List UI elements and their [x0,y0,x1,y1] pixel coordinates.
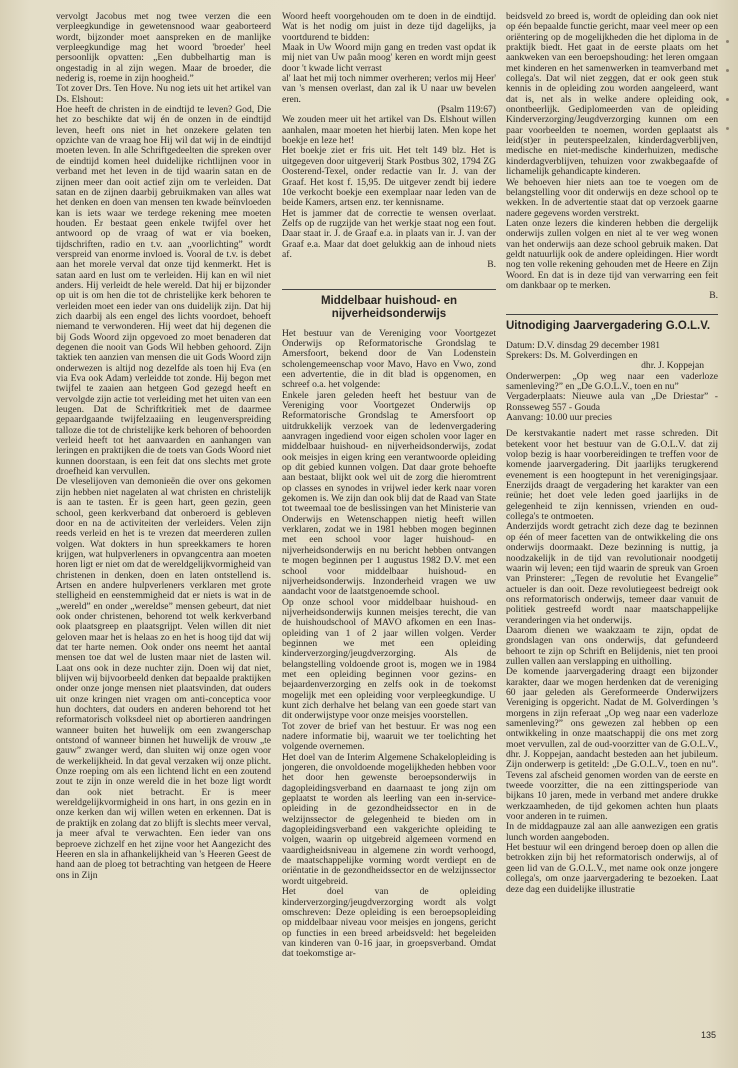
meeting-topics: Onderwerpen: „Op weg naar een vaderloze samenleving?” en „De G.O.L.V., toen en nu” [506,370,718,392]
margin-marks [726,40,732,160]
column-1 [56,12,271,1052]
page-number: 135 [700,1030,716,1040]
meeting-speakers: Sprekers: Ds. M. Golverdingen en [506,349,638,361]
signature-1: B. [487,259,496,271]
article-heading-golv: Uitnodiging Jaarvergadering G.O.L.V. [506,319,711,332]
column-1-text: vervolgt Jacobus met nog twee verzen die een verpleegkundige in gewetensnood waar geaborteerd wordt, bijzonder moet aanspreken en de manlijke verpleegkundige mag het woord 'broeder' heel persoonlijk opvatten: „Een dubbelhartig man is ongestadig in al zijn wegen. Maar de broeder, die nederig is, roeme in zijn hoogheid.” Tot zover Drs. Ten Hove. Nu nog iets uit het artikel van Ds. Elshout: Hoe heeft de christen in de eindtijd te leven? God, Die het zo beschikte dat wij én de onzen in de eindtijd leven, heeft ons niet in het onzekere gelaten ten opzichte van de vraag hoe Hij wil dat wij in de eindtijd moeten leven. In alle Schriftgedeelten die spreken over de eindtijd komen heel duidelijke richtlijnen voor in verband met het leven in de tijd waarin satan en de zijnen meer dan ooit actief zijn om te verleiden. Dat satan en de zijnen daarbij gebruikmaken van alles wat het denken en doen van mensen ten kwade beïnvloeden kan is iets waar we terdege rekening mee moeten houden. Er bestaat geen enkele twijfel over het antwoord op de vraag of wat er via boeken, tijdschriften, radio en t.v. aan „voorlichting” wordt verspreid van enorme invloed is. Vooral de t.v. is debet aan het morele verval dat onze tijd kenmerkt. Het is satan aard en lust om te verleiden. Hij kan en wil niet anders. Hij verleidt de hele wereld. Dat hij er bijzonder op uit is om hen die tot de christelijke kerk behoren te verleiden moet een ieder van ons duidelijk zijn. Dat hij zich daarbij als een engel des lichts voordoet, behoeft niemand te verwonderen. Hij weet dat hij degenen die bij Gods Woord zijn opgevoed zo moet benaderen dat degenen die nooit van Gods Wil hebben gehoord. Zijn taktiek ten aanzien van mensen die uit Gods Woord zijn onderwezen is altijd nog dezelfde als toen hij Eva (en via Eva ook Adam) verleidde tot zonde. Hij begon met twijfel te zaaien aan hetgeen God gezegd heeft en vervolgde zijn actie tot verleiding met het uiten van een leugen. Dat de Schriftkritiek met de daarmee gepaardgaande twijfelzaaiing en leugenverspreiding talloze die tot de christelijke kerk behoren of behoorden verleid heeft tot het aanvaarden en aanhangen van leringen en praktijken die de toets van Gods Woord niet kunnen doorstaan, is een feit dat ons slechts met grote droefheid kan vervullen. De vleselijoven van demonieën die over ons gekomen zijn hebben niet nagelaten al wat christen en christelijk is aan te tasten. Er is geen hart, geen gezin, geen school, geen kerkverband dat onberoerd is gebleven door en na de activiteiten der verleiders. Velen zijn reeds verleid en het is te vrezen dat meerderen zullen volgen. Wat dokters in hun spreekkamers te horen krijgen, wat hulpverleners in opvangcentra aan moeten horen ligt er niet om dat de wereldgelijkvormigheid van christenen in denken, doen en laten ontstellend is. Artsen en andere hulpverleners verklaren met grote stelligheid en eenstemmigheid dat er niets is wat in de „wereld” en onder „wereldse” mensen gebeurt, dat niet ook onder christenen, behorend tot welk kerkverband ook plaatsgreep en plaatsgrijpt. Velen willen dit niet geloven maar het is helaas zo en het is hoog tijd dat wij dat ter harte nemen. Ook onder ons neemt het aantal mensen toe dat wel de lusten maar niet de lasten wil. Laat ons ook in deze nuchter zijn. Doen wij dat niet, blijven wij bijvoorbeeld denken dat bepaalde praktijken onder onze jonge mensen niet plaatsvinden, dat ouders uit onze kringen niet vragen om anti-conceptica voor hun dochters, dat ouders en anderen behorend tot het reformatorisch volksdeel niet op abortieren aandringen wanneer buiten het huwelijk om een zwangerschap ontstond of wanneer binnen het huwelijk de vrouw „te gauw” zwanger werd, dan sluiten wij onze ogen voor de werkelijkheid. In dat geval verzaken wij onze plicht. Onze roeping om als een lichtend licht en een zoutend zout te zijn in onze wereld die in het boze ligt wordt dan ook niet betracht. Er is meer wereldgelijkvormigheid in ons hart, in ons gezin en in onze kerken dan wij willen weten en erkennen. Dat is de praktijk en zolang dat zo blijft is slechts meer verval, ja meer afval te verwachten. Een ieder van ons beproeve zichzelf en het zijne voor het Aangezicht des Heeren en sla in afhankelijkheid van 's Heeren Geest de hand aan de ploeg tot betrachting van hetgeen de Heere ons in Zijn [56,12,271,881]
meeting-info [506,341,718,424]
signature-2: B. [709,290,718,302]
column-2-text-top: Woord heeft voorgehouden om te doen in de eindtijd. Wat is het nodig om juist in deze tijd dagelijks, ja voortdurend te bidden: Maak in Uw Woord mijn gang en treden vast opdat ik mij niet van Uw paân moog' keren en wordt mijn geest door 't kwade licht verrast al' laat het mij toch nimmer overheren; verlos mij Heer' van 's mensen overlast, dan zal ik U naar uw bevelen eren. [282,12,496,105]
column-3-text-top: beidsveld zo breed is, wordt de opleiding dan ook niet op één bepaalde functie gericht, maar veel meer op een oriëntering op de mogelijkheden die het diploma in de praktijk biedt. Het gaat in de eerste plaats om het aankweken van een beroepshouding: het leren omgaan met kinderen en het samenwerken in teamverband met collega's. Dat wil niet zeggen, dat er ook geen stuk kennis in de opleiding zou worden aangeleerd, want dat is, net als in welke andere opleiding ook, onontbeerlijk. Gediplomeerden van de opleiding Kinderverzorging/Jeugdverzorging kunnen om een paar voorbeelden te noemen, worden geplaatst als leid(st)er in peuterspeelzalen, kinderdagverblijven, medische en niet-medische kinderhuizen, medische kinderdagverblijven, tehuizen voor zwakbegaafde of lichamelijk gehandicapte kinderen. We behoeven hier niets aan toe te voegen om de belangstelling voor dit onderwijs en deze school op te wekken. In de advertentie staat dat op verzoek gaarne nadere gegevens worden verstrekt. Laten onze lezers die kinderen hebben die dergelijk onderwijs zullen volgen en niet al te ver weg wonen van het onderwijs aan deze school gebruik maken. Dat geldt natuurlijk ook de andere opleidingen. Hier wordt nog ten volle rekening gehouden met de Heere en Zijn Woord. En dat is in deze tijd van verwarring een feit om dankbaar op te merken. [506,12,718,291]
meeting-date: Datum: D.V. dinsdag 29 december 1981 [506,339,661,351]
column-2-text-bottom: Het bestuur van de Vereniging voor Voortgezet Onderwijs op Reformatorische Grondslag te Amersfoort, bekend door de Van Lodenstein scholengemeenschap voor Mavo, Havo en Vwo, zond een advertentie, die in dit blad is opgenomen, en schreef o.a. het volgende: Enkele jaren geleden heeft het bestuur van de Vereniging voor Voortgezet Onderwijs op Reformatorische Grondslag te Amersfoort op uitdrukkelijk verzoek van de ledenvergadering aanvragen ingediend voor eigen scholen voor lager en middelbaar huishoud- en nijverheidsonderwijs, zodat ook meisjes in eigen kring een verantwoorde opleiding op dit gebied kunnen volgen. Dat daar grote behoefte aan bestaat, blijkt ook wel uit de zorg die hieromtrent op classes en synodes in vrijwel ieder kerk naar voren gekomen is. We zijn dan ook blij dat de Raad van State tot tweemaal toe de beslissingen van het Ministerie van Onderwijs en Wetenschappen nietig heeft willen verklaren, zodat we in 1981 hebben mogen beginnen met een school voor lager huishoud- en nijverheidsonderwijs en nu bericht hebben ontvangen te mogen beginnen per 1 augustus 1982 D.V. met een school voor middelbaar huishoud- en nijverheidsonderwijs. Inzonderheid vragen we uw aandacht voor de laatstgenoemde school. Op onze school voor middelbaar huishoud- en nijverheidsonderwijs kunnen meisjes terecht, die van de huishoudschool of MAVO afkomen en een Inas-opleiding van 1 of 2 jaar willen volgen. Verder beginnen we met een opleiding kinderverzorging/jeugdverzorging. Als de belangstelling voldoende groot is, mogen we in 1984 met een opleiding beginnen voor gezins- en bejaardenverzorging en zelfs ook in de toekomst mogelijk met een opleiding voor verpleegkundige. U kunt zich derhalve het belang van een goede start van dit onderwijstype voor onze meisjes voorstellen. Tot zover de brief van het bestuur. Er was nog een nadere informatie bij, waaruit we ter toelichting het volgende overnemen. Het doel van de Interim Algemene Schakelopleiding is jongeren, die onvoldoende mogelijkheden hebben voor het door hen gewenste beroepsonderwijs in dagopleidingsverband en daarnaast te jong zijn om geplaatst te worden als leerling van een in-service-opleiding in de gezondheidssector en in de welzijnssector de gelegenheid te bieden om in dagopleidingsverband een vakgerichte opleiding te volgen, waarin op uitgebreid algemeen vormend en vaardigheidsniveau in algemene zin wordt verhoogd, de maatschappelijke vorming wordt verdiept en de oriëntatie in de gezondheidssector en de welzijnssector wordt uitgebreid. Het doel van de opleiding kinderverzorging/jeugdverzorging wordt als volgt omschreven: Deze opleiding is een beroepsopleiding op middelbaar niveau voor meisjes en jongens, gericht op functies in een breed arbeidsveld: het begeleiden van kinderen van 0-16 jaar, in groepsverband. Omdat dat toekomstige ar- [282,327,496,960]
column-3-text-bottom: De kerstvakantie nadert met rasse schreden. Dit betekent voor het bestuur van de G.O.L.V. dat zij volop bezig is haar voorbereidingen te treffen voor de komende jaarvergadering. Dit jaarlijks terugkerend evenement is een hoogtepunt in het verenigingsjaar. Enerzijds draagt de vergadering het karakter van een reünie; het doet vele leden goed jaarlijks in de gelegenheid te zijn kennissen, vrienden en oud-collega's te ontmoeten. Anderzijds wordt getracht zich deze dag te bezinnen op één of meer facetten van de ontwikkeling die ons onderwijs doormaakt. Deze bezinning is nuttig, ja noodzakelijk in de tijd van revolutionair noodgetij waarin wij leven; een tijd waarin de spreuk van Groen van Prinsterer: „Tegen de revolutie het Evangelie” actueler is dan ooit. Deze revolutiegeest bedreigt ook ons reformatorisch onderwijs, temeer daar vanuit de politiek gestreefd wordt naar maatschappelijke veranderingen via het onderwijs. Daarom dienen we waakzaam te zijn, opdat de grondslagen van ons onderwijs, dat gefundeerd behoort te zijn op Schrift en Belijdenis, niet ten prooi zullen vallen aan verslapping en uitholling. De komende jaarvergadering draagt een bijzonder karakter, daar we mogen herdenken dat de vereniging 60 jaar geleden als Gereformeerde Onderwijzers Vereniging is opgericht. Nadat de M. Golverdingen 's morgens in zijn referaat „Op weg naar een vaderloze samenleving?” ons gewezen zal hebben op een ontwikkeling in onze maatschappij die ons met zorg moet vervullen, zal de oud-voorzitter van de G.O.L.V., dhr. J. Koppejan, aandacht besteden aan het jubileum. Zijn onderwerp is getiteld: „De G.O.L.V., toen en nu”. Tevens zal afscheid genomen worden van de eerste en tweede voorzitter, die na een zittingsperiode van bijkans 10 jaren, mede in verband met andere drukke werkzaamheden, de tijd gekomen achten hun plaats voor anderen in te ruimen. In de middagpauze zal aan alle aanwezigen een gratis lunch worden aangeboden. Het bestuur wil een dringend beroep doen op allen die betrokken zijn bij het reformatorisch onderwijs, al of geen lid van de G.O.L.V., met name ook onze jongere collega's, om onze jaarvergadering te bezoeken. Laat deze dag een duidelijke illustratie [506,428,718,895]
section-divider [282,289,496,290]
psalm-citation: (Psalm 119:67) [437,104,496,116]
meeting-speakers-2: dhr. J. Koppejan [641,360,704,372]
meeting-start: Aanvang: 10.00 uur precies [506,412,613,424]
section-divider [506,314,718,315]
column-3 [506,12,718,1052]
column-2 [282,12,496,1052]
article-heading-huishoud: Middelbaar huishoud- en nijverheidsonderwijs [320,294,458,320]
column-2-text-mid: We zouden meer uit het artikel van Ds. Elshout willen aanhalen, maar moeten het hierbij laten. Men kope het boekje en leze het! Het boekje ziet er fris uit. Het telt 149 blz. Het is uitgegeven door uitgeverij Stark Postbus 302, 1794 ZG Oosterend-Texel, onder redactie van Ir. J. van der Graaf. Het kost f. 15,95. De uitgever zendt bij iedere 10e verkocht boekje een exemplaar naar leden van de beide Kamers, artsen enz. ter kennisname. Het is jammer dat de correctie te wensen overlaat. Zelfs op de rugzijde van het werkje staat nog een fout. Daar staat ir. J. de Graaf e.a. in plaats van ir. J. van der Graaf e.a. Maar dat doet gelukkig aan de inhoud niets af. [282,114,496,260]
meeting-location: Vergaderplaats: Nieuwe aula van „De Driestar” - Ronsseweg 557 - Gouda [506,391,718,413]
